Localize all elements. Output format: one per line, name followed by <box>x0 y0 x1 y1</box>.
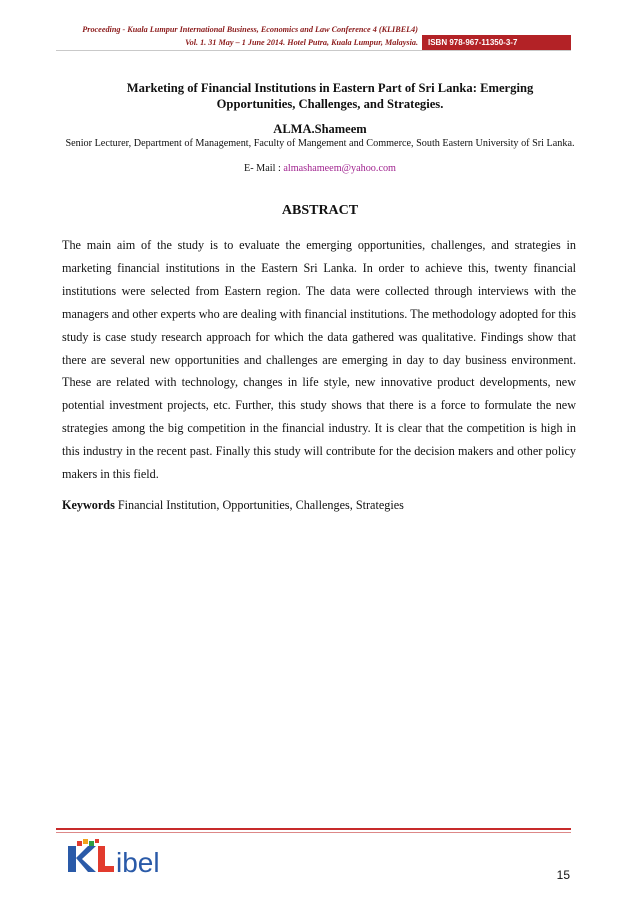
email-line <box>62 163 578 174</box>
conference-name: Proceeding - Kuala Lumpur International Business, Economics and Law Conference 4 (KLIBEL4) <box>82 25 418 34</box>
page-number: 15 <box>556 868 570 882</box>
page-header <box>56 22 571 52</box>
klibel-logo <box>66 838 186 878</box>
keywords-label: Keywords <box>62 498 115 512</box>
paper-title: Marketing of Financial Institutions in Eastern Part of Sri Lanka: Emerging Opportunities, Challenges, and Strategies. <box>126 81 534 111</box>
header-divider <box>56 50 571 51</box>
svg-text:ibel: ibel <box>116 847 160 878</box>
author-name: ALMA.Shameem <box>273 122 367 136</box>
klibel-logo-graphic <box>66 838 186 878</box>
keywords-line <box>62 498 578 513</box>
isbn-badge: ISBN 978-967-11350-3-7 <box>422 35 571 50</box>
abstract-heading: ABSTRACT <box>281 203 359 218</box>
email-link[interactable]: almashameem@yahoo.com <box>283 163 396 174</box>
footer-divider-thin <box>56 832 571 833</box>
footer-divider <box>56 828 571 830</box>
abstract-body: The main aim of the study is to evaluate the emerging opportunities, challenges, and strategies in marketing financial institutions in the Eastern Sri Lanka. In order to achieve this, twenty financial institutions were selected from Eastern region. The data were collected through interviews with the managers and other experts who are dealing with financial institutions. The methodology adopted for this study is case study research approach for which the data gathered was qualitative. Findings show that there are several new opportunities and challenges are emerging in day to day business environment. These are related with technology, changes in life style, new innovative product developments, new potential investment projects, etc. Further, this study shows that there is a force to formulate the new strategies among the big competition in the financial industry. It is clear that the competition is high in this industry in the recent past. Finally this study will contribute for the decision makers and other policy makers in this field. <box>62 238 576 482</box>
keywords-text: Financial Institution, Opportunities, Challenges, Strategies <box>114 498 404 512</box>
author-affiliation: Senior Lecturer, Department of Management, Faculty of Mangement and Commerce, South Eastern University of Sri Lanka. <box>65 138 575 149</box>
email-label: E- Mail : <box>244 163 284 174</box>
conference-details: Vol. 1. 31 May – 1 June 2014. Hotel Putra, Kuala Lumpur, Malaysia. <box>185 38 418 47</box>
